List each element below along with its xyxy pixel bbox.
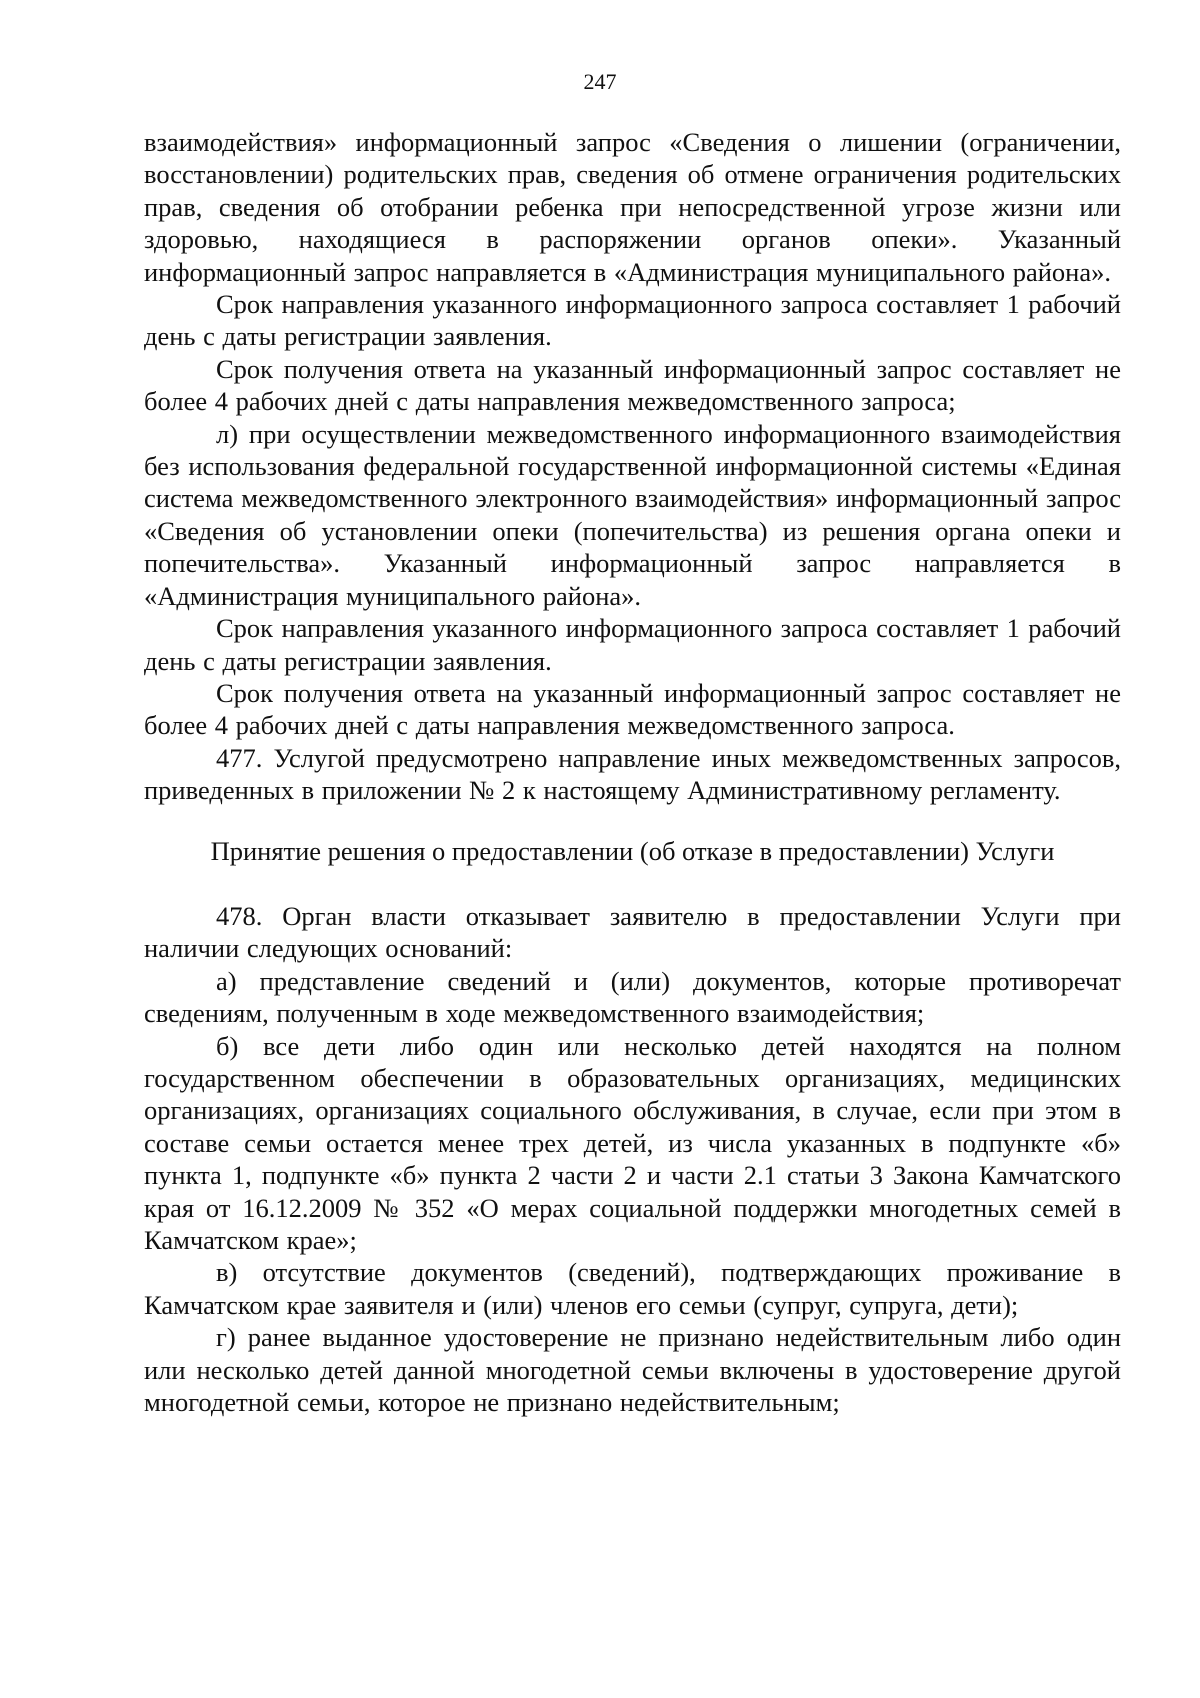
section-heading: Принятие решения о предоставлении (об отказе в предоставлении) Услуги xyxy=(210,835,1055,866)
paragraph-clause-478: 478. Орган власти отказывает заявителю в предоставлении Услуги при наличии следующих оснований: xyxy=(144,900,1121,964)
paragraph-ground-v: в) отсутствие документов (сведений), подтверждающих проживание в Камчатском крае заявителя и (или) членов его семьи (супруг, супруга, дети); xyxy=(144,1257,1121,1320)
paragraph-clause-477: 477. Услугой предусмотрено направление иных межведомственных запросов, приведенных в приложении № 2 к настоящему Административному регламенту. xyxy=(144,742,1121,806)
paragraph-continued-request-k: взаимодействия» информационный запрос «Сведения о лишении (ограничении, восстановлении) родительских прав, сведения об отмене ограничения родительских прав, сведения об отобрании ребенка при непосредственной угрозе жизни или здоровью, находящиеся в распоряжении органов опеки». Указанный информационный запрос направляется в «Администрация муниципального района». xyxy=(144,127,1121,287)
page-number: 247 xyxy=(583,69,617,94)
paragraph-ground-b: б) все дети либо один или несколько детей находятся на полном государственном обеспечении в образовательных организациях, медицинских организациях, организациях социального обслуживания, в случае, если при этом в составе семьи остается менее трех детей, из числа указанных в подпункте «б» пункта 1, подпункте «б» пункта 2 части 2 и части 2.1 статьи 3 Закона Камчатского края от 16.12.2009 № 352 «О мерах социальной поддержки многодетных семей в Камчатском крае»; xyxy=(144,1030,1121,1255)
paragraph-ground-g: г) ранее выданное удостоверение не признано недействительным либо один или несколько детей данной многодетной семьи включены в удостоверение другой многодетной семьи, которое не признано недействительным; xyxy=(144,1322,1121,1418)
paragraph-request-k-send-term: Срок направления указанного информационного запроса составляет 1 рабочий день с даты регистрации заявления. xyxy=(144,289,1121,352)
paragraph-request-l-response-term: Срок получения ответа на указанный информационный запрос составляет не более 4 рабочих дней с даты направления межведомственного запроса. xyxy=(144,677,1121,741)
document-body xyxy=(144,126,1121,1418)
paragraph-request-l: л) при осуществлении межведомственного информационного взаимодействия без использования федеральной государственной информационной системы «Единая система межведомственного электронного взаимодействия» информационный запрос «Сведения об установлении опеки (попечительства) из решения органа опеки и попечительства». Указанный информационный запрос направляется в «Администрация муниципального района». xyxy=(144,418,1121,611)
paragraph-request-k-response-term: Срок получения ответа на указанный информационный запрос составляет не более 4 рабочих дней с даты направления межведомственного запроса; xyxy=(144,353,1121,417)
paragraph-request-l-send-term: Срок направления указанного информационного запроса составляет 1 рабочий день с даты регистрации заявления. xyxy=(144,613,1121,676)
paragraph-ground-a: а) представление сведений и (или) документов, которые противоречат сведениям, полученным в ходе межведомственного взаимодействия; xyxy=(144,965,1121,1029)
